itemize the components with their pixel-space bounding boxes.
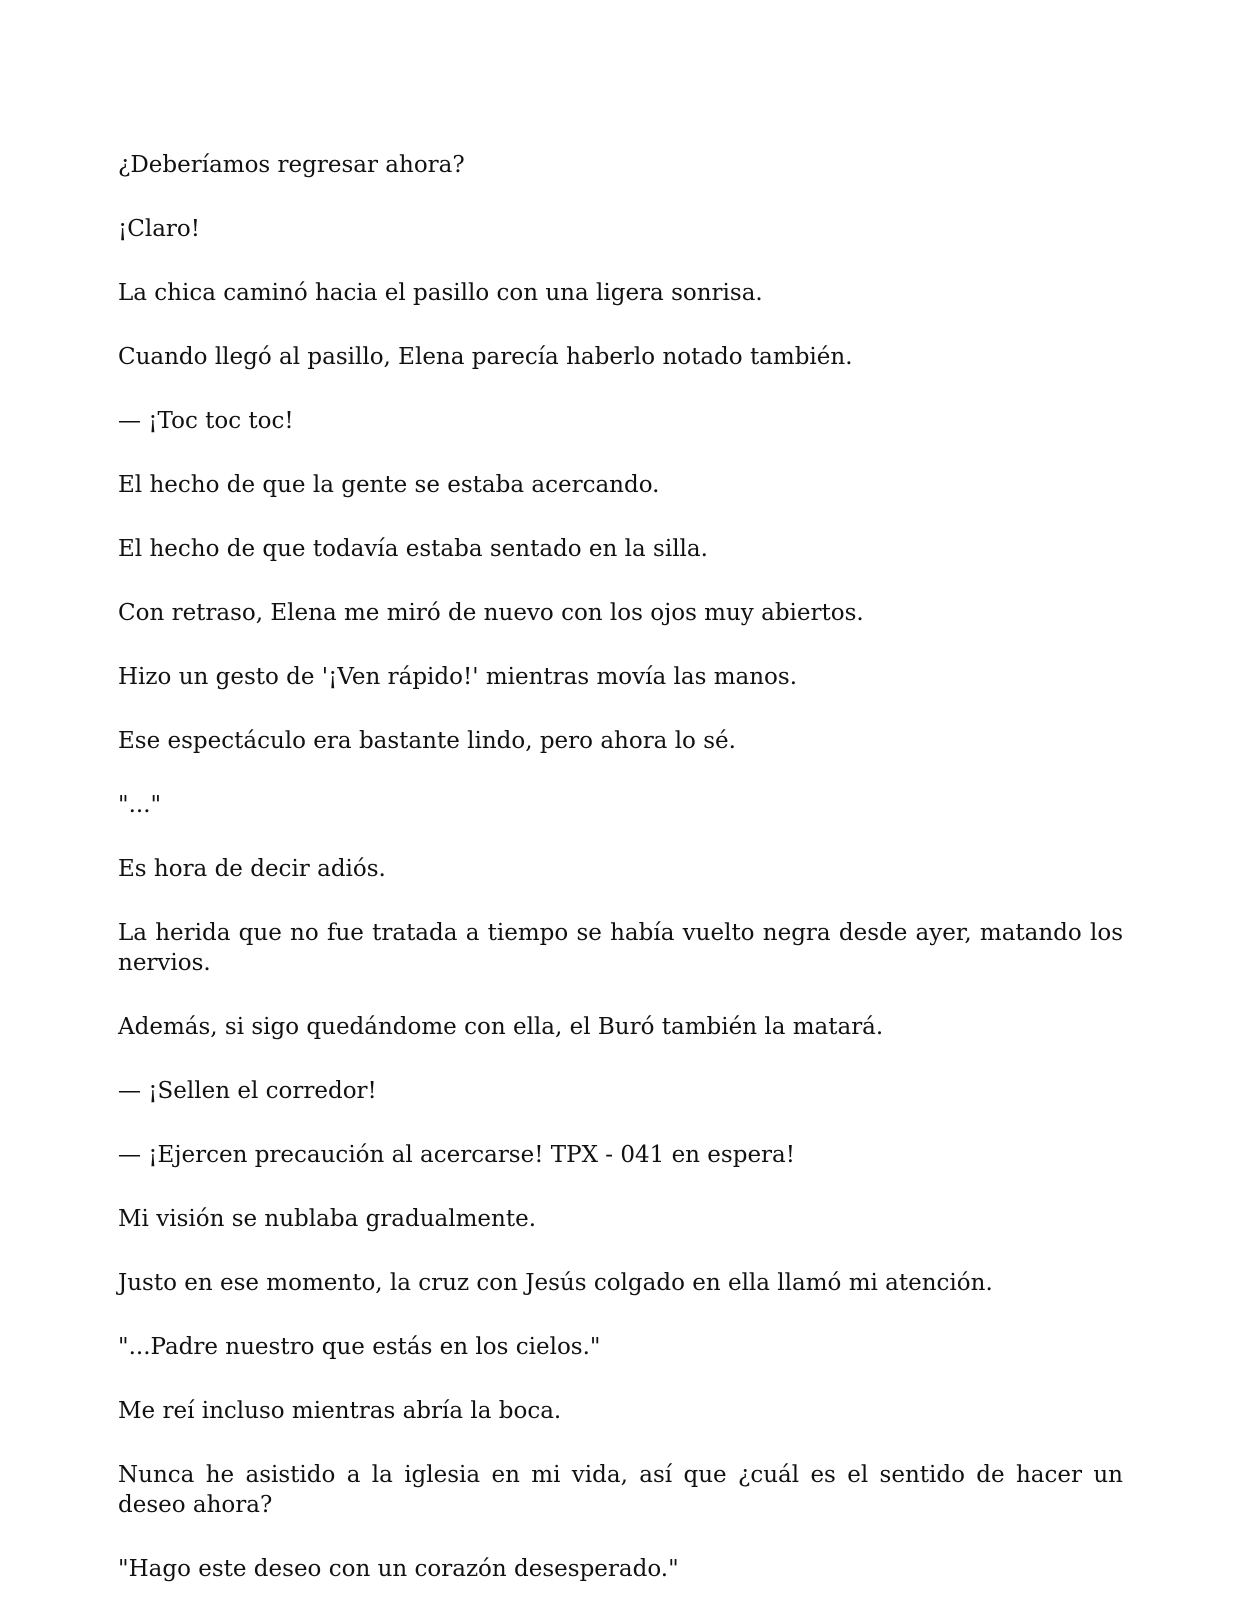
- paragraph: ¡Claro!: [118, 216, 200, 242]
- paragraph: Hizo un gesto de '¡Ven rápido!' mientras movía las manos.: [118, 664, 798, 690]
- paragraph: — ¡Toc toc toc!: [118, 408, 294, 434]
- paragraph: La chica caminó hacia el pasillo con una ligera sonrisa.: [118, 280, 763, 306]
- paragraph: Ese espectáculo era bastante lindo, pero ahora lo sé.: [118, 728, 736, 754]
- paragraph: "...Padre nuestro que estás en los cielos.": [118, 1334, 601, 1360]
- paragraph: El hecho de que todavía estaba sentado en la silla.: [118, 536, 708, 562]
- paragraph: Me reí incluso mientras abría la boca.: [118, 1398, 562, 1424]
- paragraph: El hecho de que la gente se estaba acercando.: [118, 472, 660, 498]
- paragraph: La herida que no fue tratada a tiempo se había vuelto negra desde ayer, matando los nervios.: [118, 920, 1123, 976]
- paragraph: "...": [118, 792, 162, 818]
- paragraph: Además, si sigo quedándome con ella, el Buró también la matará.: [118, 1014, 884, 1040]
- paragraph: Mi visión se nublaba gradualmente.: [118, 1206, 537, 1232]
- paragraph: — ¡Ejercen precaución al acercarse! TPX - 041 en espera!: [118, 1142, 796, 1168]
- paragraph: Nunca he asistido a la iglesia en mi vida, así que ¿cuál es el sentido de hacer un deseo ahora?: [118, 1462, 1123, 1518]
- paragraph: ¿Deberíamos regresar ahora?: [118, 152, 465, 178]
- paragraph: — ¡Sellen el corredor!: [118, 1078, 377, 1104]
- paragraph: Justo en ese momento, la cruz con Jesús colgado en ella llamó mi atención.: [118, 1270, 993, 1296]
- paragraph: Es hora de decir adiós.: [118, 856, 386, 882]
- paragraph: Con retraso, Elena me miró de nuevo con los ojos muy abiertos.: [118, 600, 864, 626]
- paragraph: "Hago este deseo con un corazón desesperado.": [118, 1556, 679, 1582]
- body-text: [118, 150, 1123, 1584]
- paragraph: Cuando llegó al pasillo, Elena parecía haberlo notado también.: [118, 344, 853, 370]
